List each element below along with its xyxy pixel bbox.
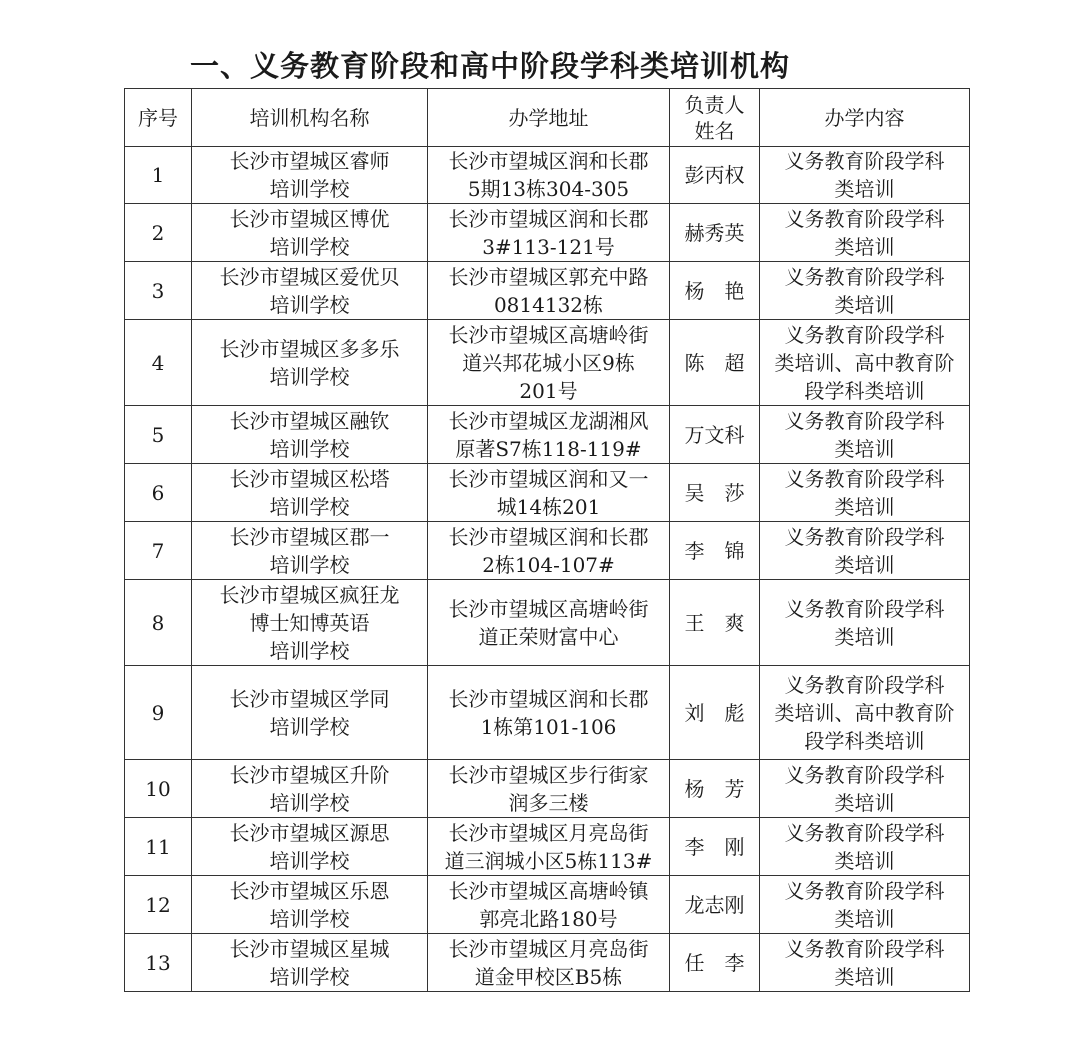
cell-content: 义务教育阶段学科 类培训 [760,204,970,262]
cell-person-in-charge: 赫秀英 [670,204,760,262]
header-institution-name: 培训机构名称 [192,89,428,147]
cell-person-in-charge: 刘 彪 [670,666,760,760]
table-row [125,818,970,876]
cell-institution-name: 长沙市望城区乐恩 培训学校 [192,876,428,934]
cell-address: 长沙市望城区润和长郡 3#113-121号 [428,204,670,262]
cell-serial-number: 5 [125,406,192,464]
cell-content: 义务教育阶段学科 类培训 [760,464,970,522]
cell-content: 义务教育阶段学科 类培训、高中教育阶 段学科类培训 [760,666,970,760]
cell-institution-name: 长沙市望城区博优 培训学校 [192,204,428,262]
table-header-row [125,89,970,147]
cell-content: 义务教育阶段学科 类培训 [760,522,970,580]
table-body [125,147,970,992]
cell-person-in-charge: 杨 艳 [670,262,760,320]
page-title: 一、义务教育阶段和高中阶段学科类培训机构 [190,49,791,83]
cell-content: 义务教育阶段学科 类培训 [760,818,970,876]
cell-serial-number: 1 [125,147,192,204]
table-row [125,522,970,580]
cell-address: 长沙市望城区步行街家 润多三楼 [428,760,670,818]
cell-serial-number: 12 [125,876,192,934]
cell-person-in-charge: 万文科 [670,406,760,464]
cell-serial-number: 13 [125,934,192,992]
cell-institution-name: 长沙市望城区疯狂龙 博士知博英语 培训学校 [192,580,428,666]
cell-person-in-charge: 陈 超 [670,320,760,406]
training-institutions-table [124,88,970,992]
cell-institution-name: 长沙市望城区学同 培训学校 [192,666,428,760]
table-row [125,464,970,522]
cell-institution-name: 长沙市望城区融钦 培训学校 [192,406,428,464]
table-row [125,934,970,992]
cell-institution-name: 长沙市望城区多多乐 培训学校 [192,320,428,406]
cell-serial-number: 10 [125,760,192,818]
cell-address: 长沙市望城区润和长郡 2栋104-107# [428,522,670,580]
cell-institution-name: 长沙市望城区睿师 培训学校 [192,147,428,204]
cell-content: 义务教育阶段学科 类培训 [760,406,970,464]
header-address: 办学地址 [428,89,670,147]
cell-content: 义务教育阶段学科 类培训 [760,262,970,320]
table-row [125,760,970,818]
table-row [125,666,970,760]
table-row [125,147,970,204]
cell-serial-number: 8 [125,580,192,666]
cell-person-in-charge: 任 李 [670,934,760,992]
cell-content: 义务教育阶段学科 类培训 [760,934,970,992]
table-row [125,204,970,262]
cell-person-in-charge: 彭丙权 [670,147,760,204]
cell-address: 长沙市望城区龙湖湘风 原著S7栋118-119# [428,406,670,464]
cell-serial-number: 6 [125,464,192,522]
cell-institution-name: 长沙市望城区源思 培训学校 [192,818,428,876]
cell-person-in-charge: 李 刚 [670,818,760,876]
cell-address: 长沙市望城区润和长郡 5期13栋304-305 [428,147,670,204]
header-person-in-charge: 负责人 姓名 [670,89,760,147]
cell-person-in-charge: 龙志刚 [670,876,760,934]
cell-address: 长沙市望城区郭充中路 0814132栋 [428,262,670,320]
cell-institution-name: 长沙市望城区郡一 培训学校 [192,522,428,580]
cell-serial-number: 7 [125,522,192,580]
cell-serial-number: 3 [125,262,192,320]
table-row [125,320,970,406]
cell-address: 长沙市望城区高塘岭街 道兴邦花城小区9栋 201号 [428,320,670,406]
cell-address: 长沙市望城区高塘岭镇 郭亮北路180号 [428,876,670,934]
cell-institution-name: 长沙市望城区爱优贝 培训学校 [192,262,428,320]
cell-address: 长沙市望城区高塘岭街 道正荣财富中心 [428,580,670,666]
cell-address: 长沙市望城区润和又一 城14栋201 [428,464,670,522]
cell-person-in-charge: 杨 芳 [670,760,760,818]
cell-institution-name: 长沙市望城区升阶 培训学校 [192,760,428,818]
cell-address: 长沙市望城区润和长郡 1栋第101-106 [428,666,670,760]
header-serial-number: 序号 [125,89,192,147]
cell-content: 义务教育阶段学科 类培训、高中教育阶 段学科类培训 [760,320,970,406]
cell-serial-number: 2 [125,204,192,262]
table-row [125,876,970,934]
cell-address: 长沙市望城区月亮岛街 道三润城小区5栋113# [428,818,670,876]
cell-content: 义务教育阶段学科 类培训 [760,876,970,934]
cell-serial-number: 4 [125,320,192,406]
cell-content: 义务教育阶段学科 类培训 [760,147,970,204]
cell-institution-name: 长沙市望城区星城 培训学校 [192,934,428,992]
cell-serial-number: 11 [125,818,192,876]
cell-person-in-charge: 李 锦 [670,522,760,580]
cell-person-in-charge: 吴 莎 [670,464,760,522]
cell-address: 长沙市望城区月亮岛街 道金甲校区B5栋 [428,934,670,992]
table-row [125,406,970,464]
table-row [125,580,970,666]
cell-content: 义务教育阶段学科 类培训 [760,760,970,818]
cell-content: 义务教育阶段学科 类培训 [760,580,970,666]
table-row [125,262,970,320]
cell-serial-number: 9 [125,666,192,760]
cell-institution-name: 长沙市望城区松塔 培训学校 [192,464,428,522]
cell-person-in-charge: 王 爽 [670,580,760,666]
header-content: 办学内容 [760,89,970,147]
